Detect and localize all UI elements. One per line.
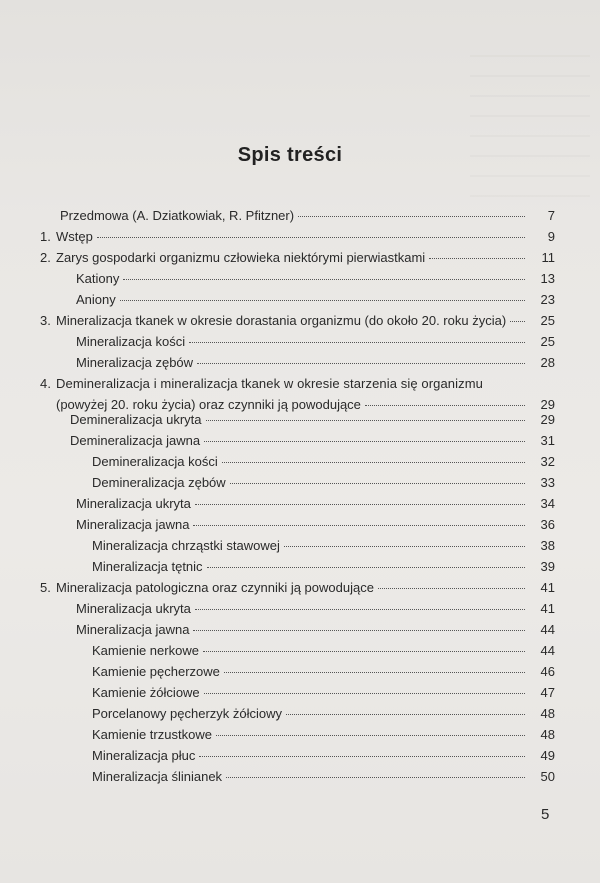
toc-entry [40, 619, 555, 640]
toc-entry-page: 31 [540, 433, 555, 448]
toc-entry-page: 41 [540, 601, 555, 616]
toc-entry [40, 661, 555, 682]
toc-entry-title: Wstęp [56, 229, 93, 244]
toc-entry-number: 3. [40, 313, 51, 328]
dot-leader [123, 279, 525, 280]
dot-leader [284, 546, 525, 547]
toc-entry-title: Mineralizacja jawna [76, 517, 190, 532]
toc-entry-title-line2: (powyżej 20. roku życia) oraz czynniki ją powodujące [56, 397, 361, 412]
dot-leader [193, 525, 525, 526]
dot-leader [429, 258, 525, 259]
toc-entry [40, 247, 555, 268]
dot-leader [204, 441, 525, 442]
toc-entry [40, 724, 555, 745]
dot-leader [195, 609, 525, 610]
dot-leader [206, 420, 526, 421]
toc-entry-title: Kationy [76, 271, 120, 286]
toc-entry-title: Aniony [76, 292, 116, 307]
dot-leader [222, 462, 525, 463]
dot-leader [203, 651, 525, 652]
toc-entry-page: 36 [540, 517, 555, 532]
toc-entry-title: Mineralizacja kości [76, 334, 186, 349]
dot-leader [197, 363, 525, 364]
toc-entry [40, 331, 555, 352]
toc-entry-title: Przedmowa (A. Dziatkowiak, R. Pfitzner) [60, 208, 295, 223]
toc-entry-title: Mineralizacja patologiczna oraz czynniki ją powodujące [56, 580, 374, 595]
dot-leader [298, 216, 525, 217]
toc-entry [40, 430, 555, 451]
toc-entry-title: Kamienie nerkowe [92, 643, 199, 658]
dot-leader [189, 342, 525, 343]
toc-entry [40, 268, 555, 289]
dot-leader [378, 588, 525, 589]
dot-leader [230, 483, 525, 484]
toc-entry-page: 25 [540, 313, 555, 328]
page-title: Spis treści [237, 144, 343, 166]
dot-leader [207, 567, 525, 568]
show-through-text [470, 55, 590, 205]
dot-leader [120, 300, 525, 301]
toc-entry [40, 535, 555, 556]
toc-entry-title: Mineralizacja ukryta [76, 496, 191, 511]
toc-entry-page: 49 [540, 748, 555, 763]
dot-leader [226, 777, 525, 778]
toc-entry [40, 310, 555, 331]
toc-entry-title: Mineralizacja ukryta [76, 601, 191, 616]
toc-entry-number: 5. [40, 580, 51, 595]
toc-entry-page: 28 [540, 355, 555, 370]
page-number: 5 [541, 806, 550, 823]
dot-leader [193, 630, 525, 631]
toc-entry-page: 47 [540, 685, 555, 700]
dot-leader [97, 237, 525, 238]
toc-entry-title: Mineralizacja tkanek w okresie dorastania organizmu (do około 20. roku życia) [56, 313, 507, 328]
toc-entry-page: 46 [540, 664, 555, 679]
toc-entry [40, 472, 555, 493]
toc-entry [40, 373, 555, 412]
toc-entry-page: 7 [547, 208, 555, 223]
toc-entry-number: 4. [40, 376, 52, 391]
toc-entry-page: 25 [540, 334, 555, 349]
dot-leader [216, 735, 525, 736]
toc-entry-page: 23 [540, 292, 555, 307]
toc-entry [40, 640, 555, 661]
toc-entry-page: 29 [540, 397, 555, 412]
toc-entry-page: 34 [540, 496, 555, 511]
toc-entry-title: Demineralizacja jawna [70, 433, 201, 448]
toc-entry [40, 598, 555, 619]
toc-entry-title: Mineralizacja chrząstki stawowej [92, 538, 280, 553]
toc-entry-page: 9 [547, 229, 555, 244]
toc-entry [40, 289, 555, 310]
toc-entry [40, 409, 555, 430]
toc-entry [40, 205, 555, 226]
toc-entry-title: Kamienie pęcherzowe [92, 664, 220, 679]
toc-entry-page: 39 [540, 559, 555, 574]
toc-entry-page: 13 [540, 271, 555, 286]
toc-entry-title: Demineralizacja zębów [92, 475, 226, 490]
table-of-contents [40, 205, 555, 787]
toc-entry [40, 493, 555, 514]
toc-entry [40, 226, 555, 247]
toc-entry [40, 682, 555, 703]
toc-entry-title: Demineralizacja kości [92, 454, 218, 469]
dot-leader [199, 756, 525, 757]
toc-entry [40, 766, 555, 787]
toc-entry-page: 33 [540, 475, 555, 490]
toc-entry [40, 352, 555, 373]
toc-entry-page: 44 [540, 643, 555, 658]
toc-entry [40, 577, 555, 598]
toc-entry-title: Porcelanowy pęcherzyk żółciowy [92, 706, 283, 721]
toc-entry-title: Kamienie trzustkowe [92, 727, 212, 742]
dot-leader [195, 504, 525, 505]
toc-entry-title: Mineralizacja ślinianek [92, 769, 223, 784]
toc-entry-title: Mineralizacja płuc [92, 748, 196, 763]
toc-entry [40, 556, 555, 577]
dot-leader [365, 405, 525, 406]
toc-entry-page: 38 [540, 538, 555, 553]
toc-entry-page: 48 [540, 727, 555, 742]
dot-leader [510, 321, 525, 322]
toc-entry-page: 48 [540, 706, 555, 721]
toc-entry [40, 514, 555, 535]
toc-entry [40, 451, 555, 472]
dot-leader [224, 672, 525, 673]
toc-entry-title: Mineralizacja zębów [76, 355, 194, 370]
toc-entry-title-line1: Demineralizacja i mineralizacja tkanek w okresie starzenia się organizmu [56, 376, 483, 391]
toc-entry-number: 2. [40, 250, 51, 265]
toc-entry-number: 1. [40, 229, 51, 244]
toc-entry-title: Mineralizacja jawna [76, 622, 190, 637]
toc-entry-page: 44 [540, 622, 555, 637]
toc-entry-page: 32 [540, 454, 555, 469]
toc-entry-page: 11 [541, 250, 555, 265]
toc-entry [40, 745, 555, 766]
dot-leader [204, 693, 525, 694]
toc-entry-title: Demineralizacja ukryta [70, 412, 202, 427]
toc-entry-title: Kamienie żółciowe [92, 685, 200, 700]
toc-entry-title: Zarys gospodarki organizmu człowieka niektórymi pierwiastkami [56, 250, 426, 265]
dot-leader [286, 714, 525, 715]
toc-entry-page: 41 [540, 580, 555, 595]
toc-entry-page: 50 [540, 769, 555, 784]
toc-entry-title: Mineralizacja tętnic [92, 559, 203, 574]
toc-entry [40, 703, 555, 724]
toc-entry-page: 29 [540, 412, 555, 427]
